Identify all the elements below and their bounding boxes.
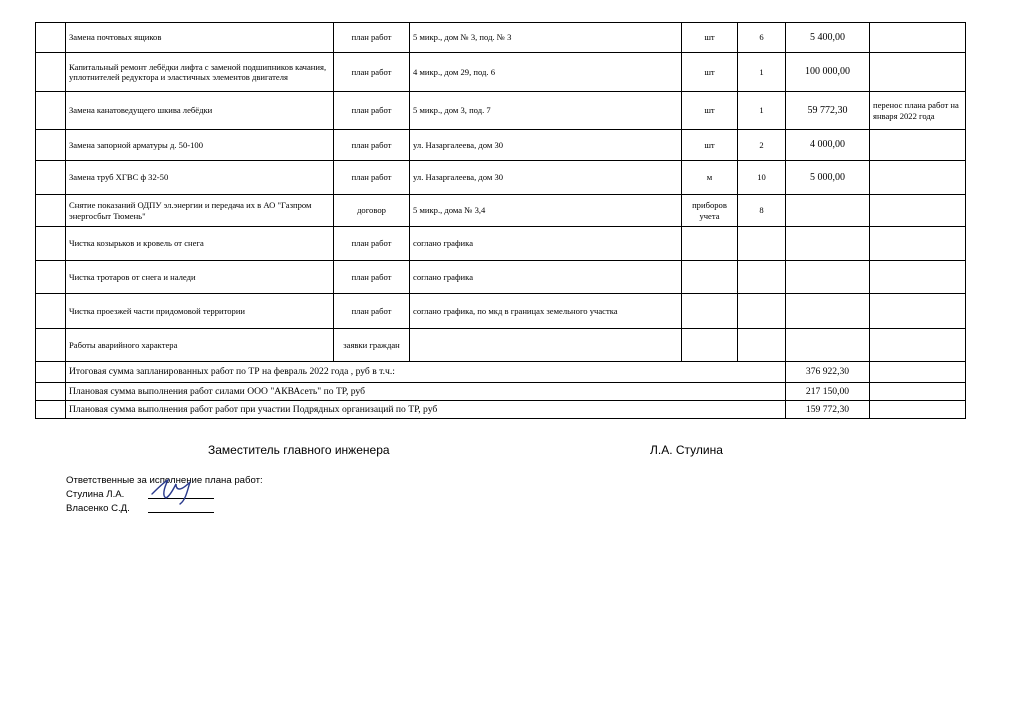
responsible-heading: Ответственные за исполнение плана работ: (66, 475, 263, 486)
address-cell: 4 микр., дом 29, под. 6 (410, 53, 682, 92)
basis-cell: договор (334, 195, 410, 227)
address-cell: соглано графика, по мкд в границах земельного участка (410, 294, 682, 329)
responsible-person-1: Стулина Л.А. (66, 489, 125, 500)
work-name-cell: Капитальный ремонт лебёдки лифта с заменой подшипников качания, уплотнителей редуктора и эластичных элементов двигателя (66, 53, 334, 92)
work-name-cell: Чистка проезжей части придомовой территории (66, 294, 334, 329)
signatory-title: Заместитель главного инженера (208, 443, 390, 457)
basis-cell: план работ (334, 53, 410, 92)
unit-cell: шт (682, 53, 738, 92)
basis-cell: план работ (334, 227, 410, 261)
note-cell (870, 53, 966, 92)
responsible-person-2: Власенко С.Д. (66, 503, 130, 514)
unit-cell: приборов учета (682, 195, 738, 227)
table-row (36, 261, 966, 294)
work-plan-table (35, 22, 966, 419)
basis-cell: план работ (334, 130, 410, 161)
quantity-cell (738, 329, 786, 362)
quantity-cell (738, 227, 786, 261)
sum-cell (786, 261, 870, 294)
unit-cell: м (682, 161, 738, 195)
address-cell: соглано графика (410, 227, 682, 261)
basis-cell: план работ (334, 161, 410, 195)
quantity-cell: 1 (738, 92, 786, 130)
address-cell: 5 микр., дом 3, под. 7 (410, 92, 682, 130)
unit-cell: шт (682, 92, 738, 130)
total-label: Итоговая сумма запланированных работ по ТР на февраль 2022 года , руб в т.ч.: (66, 362, 786, 383)
address-cell (410, 329, 682, 362)
sum-cell (786, 227, 870, 261)
handwritten-signature-icon (150, 478, 210, 506)
sum-cell: 4 000,00 (786, 130, 870, 161)
note-cell (870, 383, 966, 401)
work-name-cell: Замена почтовых ящиков (66, 23, 334, 53)
row-index-cell (36, 362, 66, 383)
basis-cell: план работ (334, 23, 410, 53)
note-cell (870, 195, 966, 227)
address-cell: ул. Назаргалеева, дом 30 (410, 161, 682, 195)
table-row (36, 294, 966, 329)
note-cell (870, 161, 966, 195)
table-row (36, 329, 966, 362)
work-name-cell: Чистка козырьков и кровель от снега (66, 227, 334, 261)
quantity-cell: 6 (738, 23, 786, 53)
total-value: 217 150,00 (786, 383, 870, 401)
sum-cell (786, 329, 870, 362)
total-value: 159 772,30 (786, 401, 870, 419)
table-row (36, 130, 966, 161)
row-index-cell (36, 401, 66, 419)
row-index-cell (36, 294, 66, 329)
signatory-name: Л.А. Стулина (650, 443, 723, 457)
total-row (36, 383, 966, 401)
note-cell (870, 227, 966, 261)
unit-cell (682, 294, 738, 329)
work-name-cell: Замена запорной арматуры д. 50-100 (66, 130, 334, 161)
address-cell: 5 микр., дом № 3, под. № 3 (410, 23, 682, 53)
sum-cell: 59 772,30 (786, 92, 870, 130)
sum-cell: 100 000,00 (786, 53, 870, 92)
table-row (36, 92, 966, 130)
row-index-cell (36, 92, 66, 130)
row-index-cell (36, 261, 66, 294)
note-cell (870, 261, 966, 294)
quantity-cell (738, 261, 786, 294)
table-row (36, 53, 966, 92)
basis-cell: план работ (334, 294, 410, 329)
work-name-cell: Снятие показаний ОДПУ эл.энергии и передача их в АО "Газпром энергосбыт Тюмень" (66, 195, 334, 227)
row-index-cell (36, 130, 66, 161)
row-index-cell (36, 383, 66, 401)
unit-cell: шт (682, 23, 738, 53)
sum-cell (786, 294, 870, 329)
sum-cell: 5 000,00 (786, 161, 870, 195)
row-index-cell (36, 227, 66, 261)
basis-cell: план работ (334, 92, 410, 130)
row-index-cell (36, 161, 66, 195)
work-name-cell: Чистка тротаров от снега и наледи (66, 261, 334, 294)
unit-cell (682, 261, 738, 294)
basis-cell: план работ (334, 261, 410, 294)
quantity-cell: 10 (738, 161, 786, 195)
sum-cell: 5 400,00 (786, 23, 870, 53)
unit-cell (682, 329, 738, 362)
quantity-cell: 2 (738, 130, 786, 161)
address-cell: ул. Назаргалеева, дом 30 (410, 130, 682, 161)
address-cell: 5 микр., дома № 3,4 (410, 195, 682, 227)
sum-cell (786, 195, 870, 227)
table-row (36, 227, 966, 261)
unit-cell: шт (682, 130, 738, 161)
note-cell (870, 329, 966, 362)
total-row (36, 362, 966, 383)
note-cell: перенос плана работ на января 2022 года (870, 92, 966, 130)
table-row (36, 195, 966, 227)
total-value: 376 922,30 (786, 362, 870, 383)
quantity-cell (738, 294, 786, 329)
work-name-cell: Замена канатоведущего шкива лебёдки (66, 92, 334, 130)
address-cell: соглано графика (410, 261, 682, 294)
basis-cell: заявки граждан (334, 329, 410, 362)
note-cell (870, 401, 966, 419)
signature-line-2 (148, 512, 214, 513)
row-index-cell (36, 329, 66, 362)
unit-cell (682, 227, 738, 261)
work-name-cell: Работы аварийного характера (66, 329, 334, 362)
total-row (36, 401, 966, 419)
quantity-cell: 8 (738, 195, 786, 227)
note-cell (870, 362, 966, 383)
quantity-cell: 1 (738, 53, 786, 92)
table-row (36, 161, 966, 195)
total-label: Плановая сумма выполнения работ работ при участии Подрядных организаций по ТР, руб (66, 401, 786, 419)
table-row (36, 23, 966, 53)
row-index-cell (36, 195, 66, 227)
total-label: Плановая сумма выполнения работ силами ООО "АКВАсеть" по ТР, руб (66, 383, 786, 401)
note-cell (870, 23, 966, 53)
row-index-cell (36, 53, 66, 92)
row-index-cell (36, 23, 66, 53)
work-name-cell: Замена труб ХГВС ф 32-50 (66, 161, 334, 195)
note-cell (870, 294, 966, 329)
note-cell (870, 130, 966, 161)
